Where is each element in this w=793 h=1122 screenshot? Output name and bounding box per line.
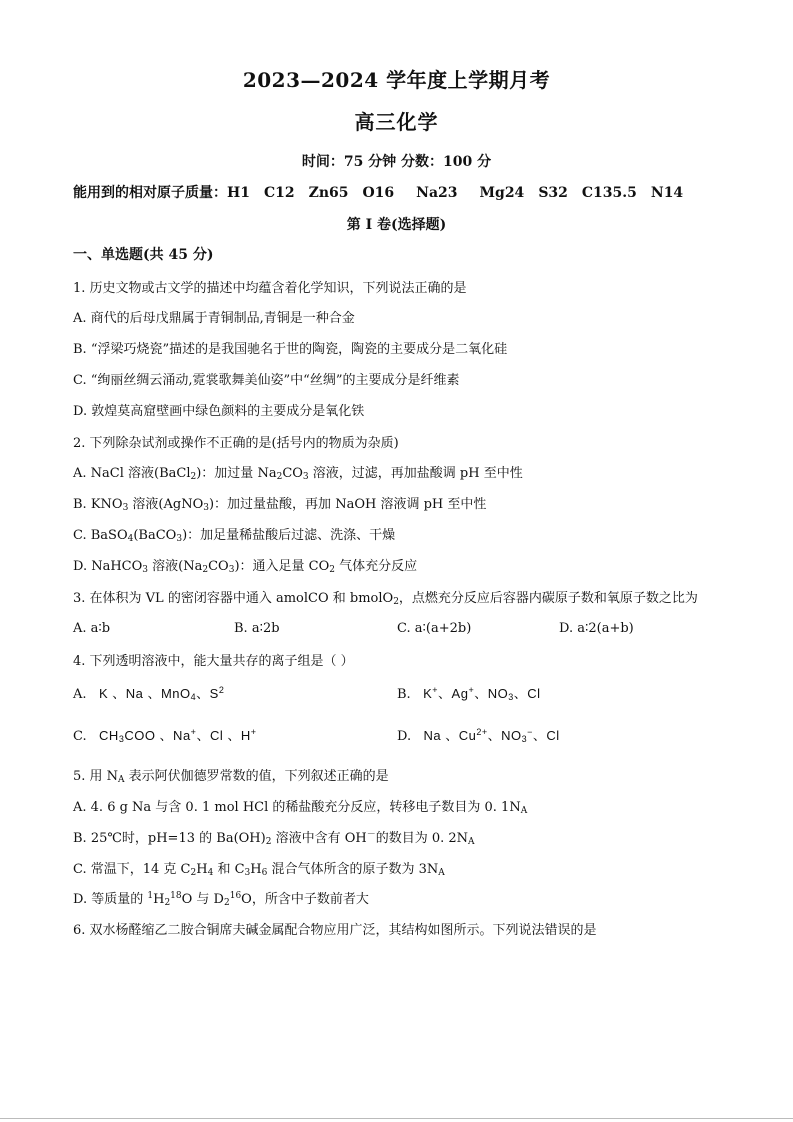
mass-item: C12: [263, 185, 295, 201]
question-6-stem: 6. 双水杨醛缩乙二胺合铜席夫碱金属配合物应用广泛，其结构如图所示。下列说法错误的是: [73, 923, 597, 938]
time-score-info: 时间：75 分钟 分数：100 分: [301, 154, 492, 170]
question-5-stem: 5. 用 $N_A$ 表示阿伏伽德罗常数的值，下列叙述正确的是: [73, 769, 389, 785]
question-1-option-c: C. “绚丽丝绸云涌动,霓裳歌舞美仙姿”中“丝绸”的主要成分是纤维素: [73, 373, 460, 388]
question-1-option-b: B. “浮梁巧烧瓷”描述的是我国驰名于世的陶瓷，陶瓷的主要成分是二氧化硅: [73, 342, 508, 357]
exam-title: 2023—2024 学年度上学期月考: [242, 68, 551, 92]
question-4-option-a: A. K 、Na 、MnO$_4$、$S^2$: [73, 685, 225, 702]
question-2-option-c: C. BaSO$_4$(BaCO$_3$)：加足量稀盐酸后过滤、洗涤、干燥: [73, 528, 396, 544]
subject-title: 高三化学: [354, 110, 439, 134]
question-4-option-c: C. $CH_3COO$ 、Na+、Cl 、H+: [73, 727, 257, 744]
question-1-option-d: D. 敦煌莫高窟壁画中绿色颜料的主要成分是氧化铁: [73, 404, 365, 419]
question-5-option-d: D. 等质量的 $^1H_2^{18}O$ 与 $D_2^{16}O$，所含中子数前者大: [73, 891, 369, 908]
question-3-option-c: C. a∶(a+2b): [397, 621, 472, 636]
question-2-option-a: A. NaCl 溶液(BaCl$_2$)：加过量 $Na_2CO_3$ 溶液，过滤，再加盐酸调 pH 至中性: [73, 466, 523, 482]
mass-item: Mg24: [479, 185, 525, 201]
atomic-masses-label: 能用到的相对原子质量：: [73, 185, 227, 201]
question-3-option-b: B. a∶2b: [234, 621, 280, 636]
question-5-option-c: C. 常温下，14 克 $C_2H_4$ 和 $C_3H_6$ 混合气体所含的原子数为 $3N_A$: [73, 862, 445, 878]
question-2-stem: 2. 下列除杂试剂或操作不正确的是(括号内的物质为杂质): [73, 436, 399, 451]
mass-item: H1: [227, 185, 250, 201]
question-2-option-d: D. NaHCO$_3$ 溶液$(Na_2CO_3)$：通入足量 $CO_2$ 气体充分反应: [73, 559, 418, 575]
section-title: 一、单选题(共 45 分): [73, 247, 214, 263]
mass-item: C135.5: [581, 185, 637, 201]
question-4-option-d: D. Na 、$Cu^{2+}$、$NO_3^-$、Cl: [397, 727, 560, 744]
question-5-option-a: A. 4. 6 g Na 与含 0. 1 mol HCl 的稀盐酸充分反应，转移电子数目为 0. $1N_A$: [73, 800, 528, 816]
mass-item: Na23: [416, 185, 458, 201]
mass-item: S32: [538, 185, 568, 201]
question-1-option-a: A. 商代的后母戊鼎属于青铜制品,青铜是一种合金: [73, 311, 355, 326]
volume-title: 第 I 卷(选择题): [346, 217, 447, 233]
mass-item: O16: [362, 185, 395, 201]
atomic-masses: [73, 182, 683, 202]
question-2-option-b: B. $KNO_3$ 溶液(AgNO$_3$)：加过量盐酸，再加 NaOH 溶液调 pH 至中性: [73, 497, 487, 513]
question-3-option-d: D. a∶2(a+b): [559, 621, 634, 636]
question-3-option-a: A. a∶b: [73, 621, 111, 636]
mass-item: Zn65: [308, 185, 349, 201]
question-4-stem: 4. 下列透明溶液中，能大量共存的离子组是（ ）: [73, 654, 354, 669]
question-5-option-b: B. 25℃时，pH=13 的 $Ba(OH)_2$ 溶液中含有 OH－的数目为 0. $2N_A$: [73, 830, 475, 847]
question-4-option-b: B. K+、Ag+、$NO_3$、Cl: [397, 685, 541, 702]
question-3-stem: 3. 在体积为 VL 的密闭容器中通入 amolCO 和 bmolO$_2$，点燃充分反应后容器内碳原子数和氧原子数之比为: [73, 591, 698, 607]
page-bottom-rule: [0, 1118, 793, 1119]
mass-item: N14: [650, 185, 684, 201]
question-1-stem: 1. 历史文物或古文学的描述中均蕴含着化学知识，下列说法正确的是: [73, 281, 467, 296]
